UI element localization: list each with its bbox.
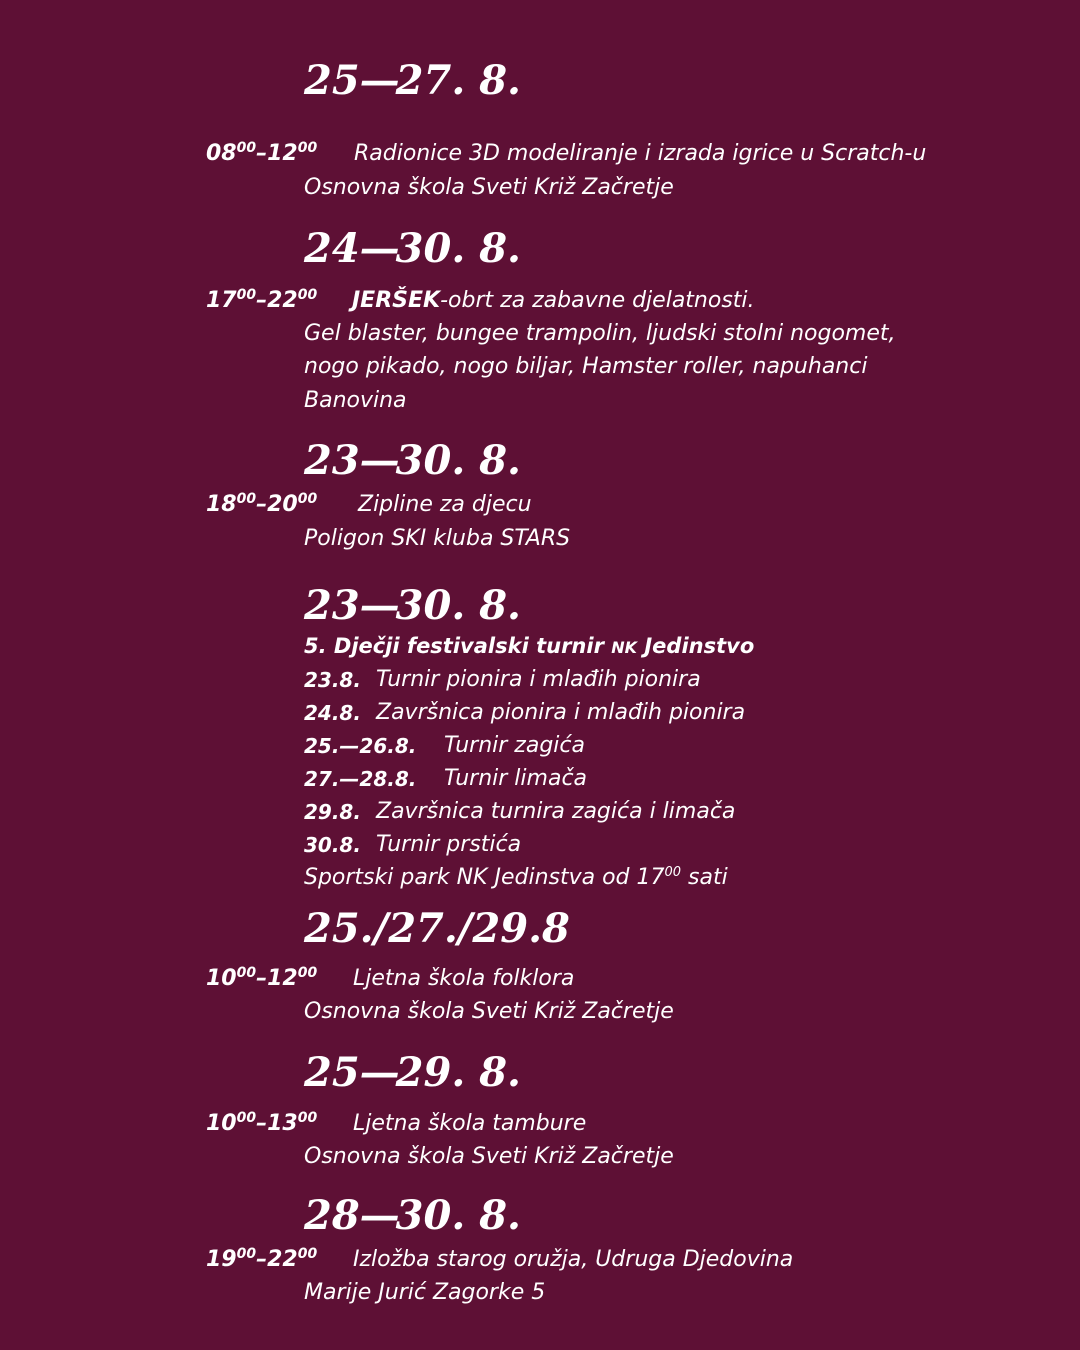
event-date-heading: 28—30. 8. bbox=[304, 1192, 521, 1239]
schedule-date: 27.—28.8. bbox=[304, 767, 417, 791]
event-time: $10^{00}-13^{00}$ bbox=[206, 1110, 318, 1136]
event-time: $08^{00}-12^{00}$ bbox=[206, 140, 318, 166]
schedule-text: Turnir prstića bbox=[376, 832, 522, 857]
event-detail-line: Gel blaster, bungee trampolin, ljudski stolni nogomet, bbox=[304, 321, 896, 346]
event-location: Banovina bbox=[304, 388, 407, 413]
event-time: $17^{00}-22^{00}$ bbox=[206, 287, 318, 313]
event-location: Sportski park NK Jedinstva od $17^{00}$ sati bbox=[304, 865, 728, 890]
event-time: $10^{00}-12^{00}$ bbox=[206, 965, 318, 991]
schedule-text: Završnica turnira zagića i limača bbox=[376, 799, 736, 824]
event-date-heading: 23—30. 8. bbox=[304, 582, 521, 629]
event-detail-line: nogo pikado, nogo biljar, Hamster roller, napuhanci bbox=[304, 354, 868, 379]
schedule-date: 25.—26.8. bbox=[304, 734, 417, 758]
event-location: Marije Jurić Zagorke 5 bbox=[304, 1280, 546, 1305]
schedule-date: 24.8. bbox=[304, 701, 361, 725]
schedule-date: 29.8. bbox=[304, 800, 361, 824]
schedule-text: Turnir limača bbox=[444, 766, 588, 791]
event-title: Zipline za djecu bbox=[358, 492, 532, 517]
event-date-heading: 25—29. 8. bbox=[304, 1049, 521, 1096]
event-title: Ljetna škola folklora bbox=[353, 966, 575, 991]
tournament-headline: 5. Dječji festivalski turnir NK Jedinstvo bbox=[304, 634, 755, 658]
event-title: Ljetna škola tambure bbox=[353, 1111, 587, 1136]
event-date-heading: 25./27./29.8 bbox=[304, 905, 570, 952]
event-title: Izložba starog oružja, Udruga Djedovina bbox=[353, 1247, 794, 1272]
event-time: $18^{00}-20^{00}$ bbox=[206, 491, 318, 517]
event-date-heading: 23—30. 8. bbox=[304, 437, 521, 484]
schedule-text: Turnir zagića bbox=[444, 733, 585, 758]
event-location: Poligon SKI kluba STARS bbox=[304, 526, 571, 551]
event-title: JERŠEK-obrt za zabavne djelatnosti. bbox=[352, 288, 755, 313]
event-location: Osnovna škola Sveti Križ Začretje bbox=[304, 999, 674, 1024]
event-title: Radionice 3D modeliranje i izrada igrice u Scratch-u bbox=[354, 141, 927, 166]
event-time: $19^{00}-22^{00}$ bbox=[206, 1246, 318, 1272]
schedule-text: Završnica pionira i mlađih pionira bbox=[376, 700, 746, 725]
schedule-date: 30.8. bbox=[304, 833, 361, 857]
event-location: Osnovna škola Sveti Križ Začretje bbox=[304, 175, 674, 200]
schedule-text: Turnir pionira i mlađih pionira bbox=[376, 667, 701, 692]
schedule-date: 23.8. bbox=[304, 668, 361, 692]
event-location: Osnovna škola Sveti Križ Začretje bbox=[304, 1144, 674, 1169]
event-date-heading: 24—30. 8. bbox=[304, 225, 521, 272]
event-date-heading: 25—27. 8. bbox=[304, 57, 521, 104]
